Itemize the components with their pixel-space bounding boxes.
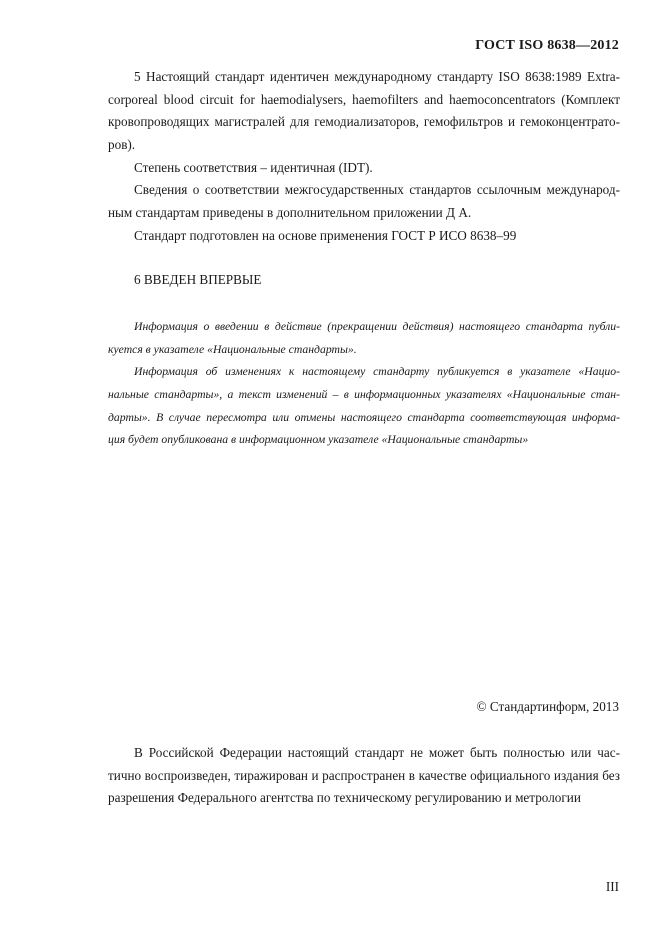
page-number: III <box>605 879 619 894</box>
section-5-line: ров). <box>108 137 136 153</box>
publication-notice <box>108 316 620 452</box>
notice-line: Информация об изменениях к настоящему стандарту публикуется в указателе «Нацио- <box>134 365 620 379</box>
notice-line: куется в указателе «Национальные стандарты». <box>108 342 357 356</box>
copyright: © Стандартинформ, 2013 <box>476 699 619 714</box>
rights-paragraph <box>108 742 620 810</box>
section-6-heading: 6 ВВЕДЕН ВПЕРВЫЕ <box>134 272 262 287</box>
notice-line: дарты». В случае пересмотра или отмены настоящего стандарта соответствующая информа- <box>108 410 620 424</box>
section-5-line: corporeal blood circuit for haemodialysers, haemofilters and haemoconcentrators (Комплект <box>108 91 620 107</box>
conformity-degree: Степень соответствия – идентичная (IDT). <box>134 159 373 175</box>
notice-line: нальные стандарты», а текст изменений – в информационных указателях «Национальные стан- <box>108 388 620 402</box>
notice-line: Информация о введении в действие (прекращении действия) настоящего стандарта публи- <box>134 320 620 333</box>
section-5-paragraph <box>108 66 620 248</box>
rights-line: В Российской Федерации настоящий стандарт не может быть полностью или час- <box>134 745 620 760</box>
rights-line: разрешения Федерального агентства по техническому регулированию и метрологии <box>108 790 581 806</box>
section-5-line: 5 Настоящий стандарт идентичен международному стандарту ISO 8638:1989 Extra- <box>134 69 620 84</box>
document-code: ГОСТ ISO 8638—2012 <box>475 38 619 53</box>
standards-info-line: ным стандартам приведены в дополнительном приложении Д А. <box>108 205 472 221</box>
standards-info-line: Сведения о соответствии межгосударственных стандартов ссылочным международ- <box>134 182 620 198</box>
prepared-basis: Стандарт подготовлен на основе применения ГОСТ Р ИСО 8638–99 <box>134 227 517 243</box>
section-5-line: кровопроводящих магистралей для гемодиализаторов, гемофильтров и гемоконцентрато- <box>108 114 620 130</box>
rights-line: тично воспроизведен, тиражирован и распространен в качестве официального издания без <box>108 767 620 783</box>
notice-line: ция будет опубликована в информационном указателе «Национальные стандарты» <box>108 433 529 447</box>
